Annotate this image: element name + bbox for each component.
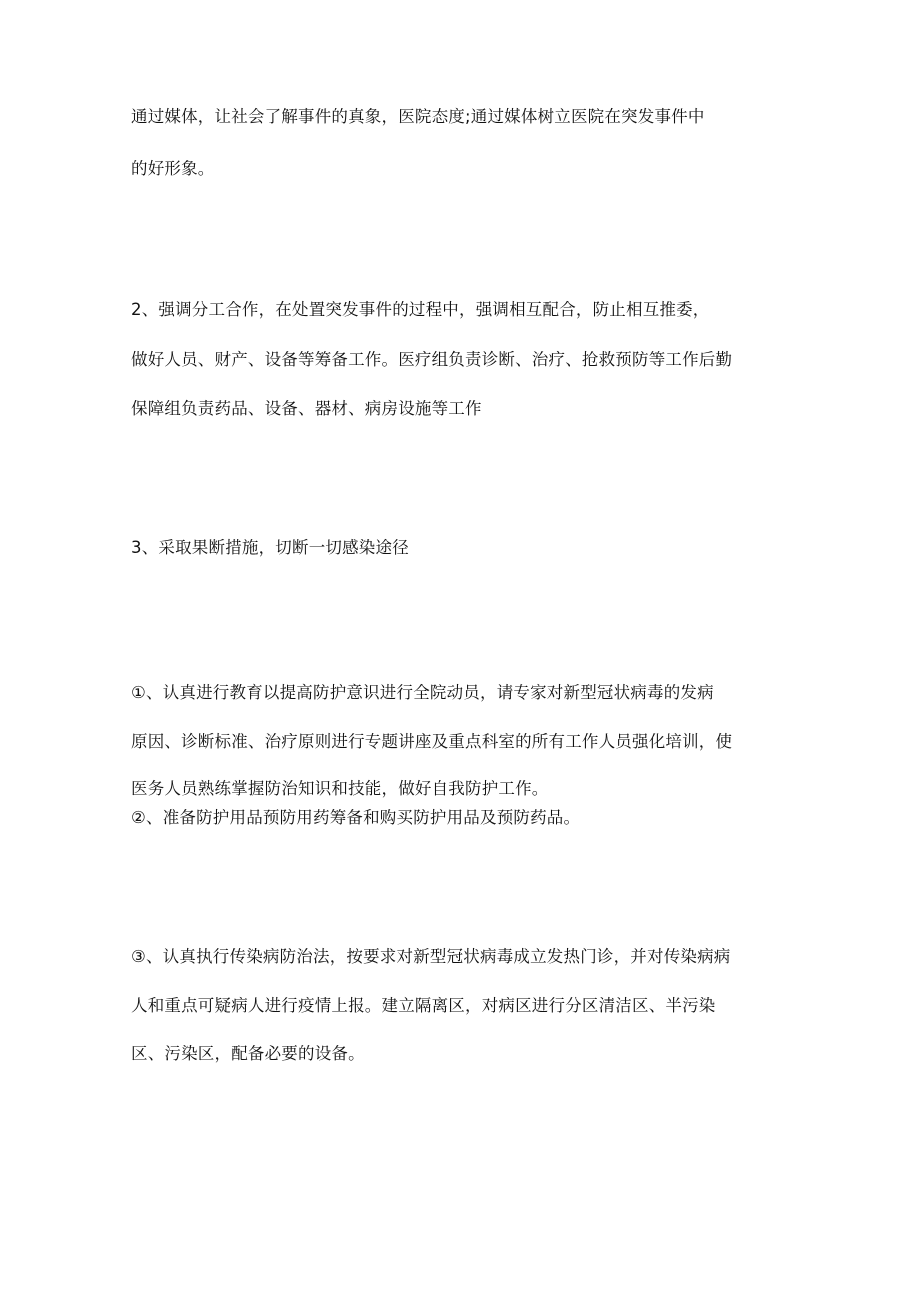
paragraph-law-line-2: 人和重点可疑病人进行疫情上报。建立隔离区，对病区进行分区清洁区、半污染 [131,996,716,1015]
paragraph-law-line-3: 区、污染区，配备必要的设备。 [131,1044,365,1063]
paragraph-supplies-line: ②、准备防护用品预防用药筹备和购买防护用品及预防药品。 [131,808,581,827]
paragraph-cooperation-line-2: 做好人员、财产、设备等筹备工作。医疗组负责诊断、治疗、抢救预防等工作后勤 [131,350,733,369]
paragraph-cooperation-line-3: 保障组负责药品、设备、器材、病房设施等工作 [131,399,482,418]
paragraph-cooperation-line-1: 2、强调分工合作，在处置突发事件的过程中，强调相互配合，防止相互推委， [131,300,710,319]
section-heading-measures: 3、采取果断措施，切断一切感染途径 [131,538,409,557]
paragraph-law-line-1: ③、认真执行传染病防治法，按要求对新型冠状病毒成立发热门诊，并对传染病病 [131,947,731,966]
paragraph-education-line-2: 原因、诊断标准、治疗原则进行专题讲座及重点科室的所有工作人员强化培训，使 [131,732,733,751]
paragraph-education-line-1: ①、认真进行教育以提高防护意识进行全院动员，请专家对新型冠状病毒的发病 [131,683,714,702]
paragraph-media-line-1: 通过媒体，让社会了解事件的真象，医院态度;通过媒体树立医院在突发事件中 [131,107,705,126]
paragraph-education-line-3: 医务人员熟练掌握防治知识和技能，做好自我防护工作。 [131,779,549,798]
paragraph-media-line-2: 的好形象。 [131,159,215,178]
